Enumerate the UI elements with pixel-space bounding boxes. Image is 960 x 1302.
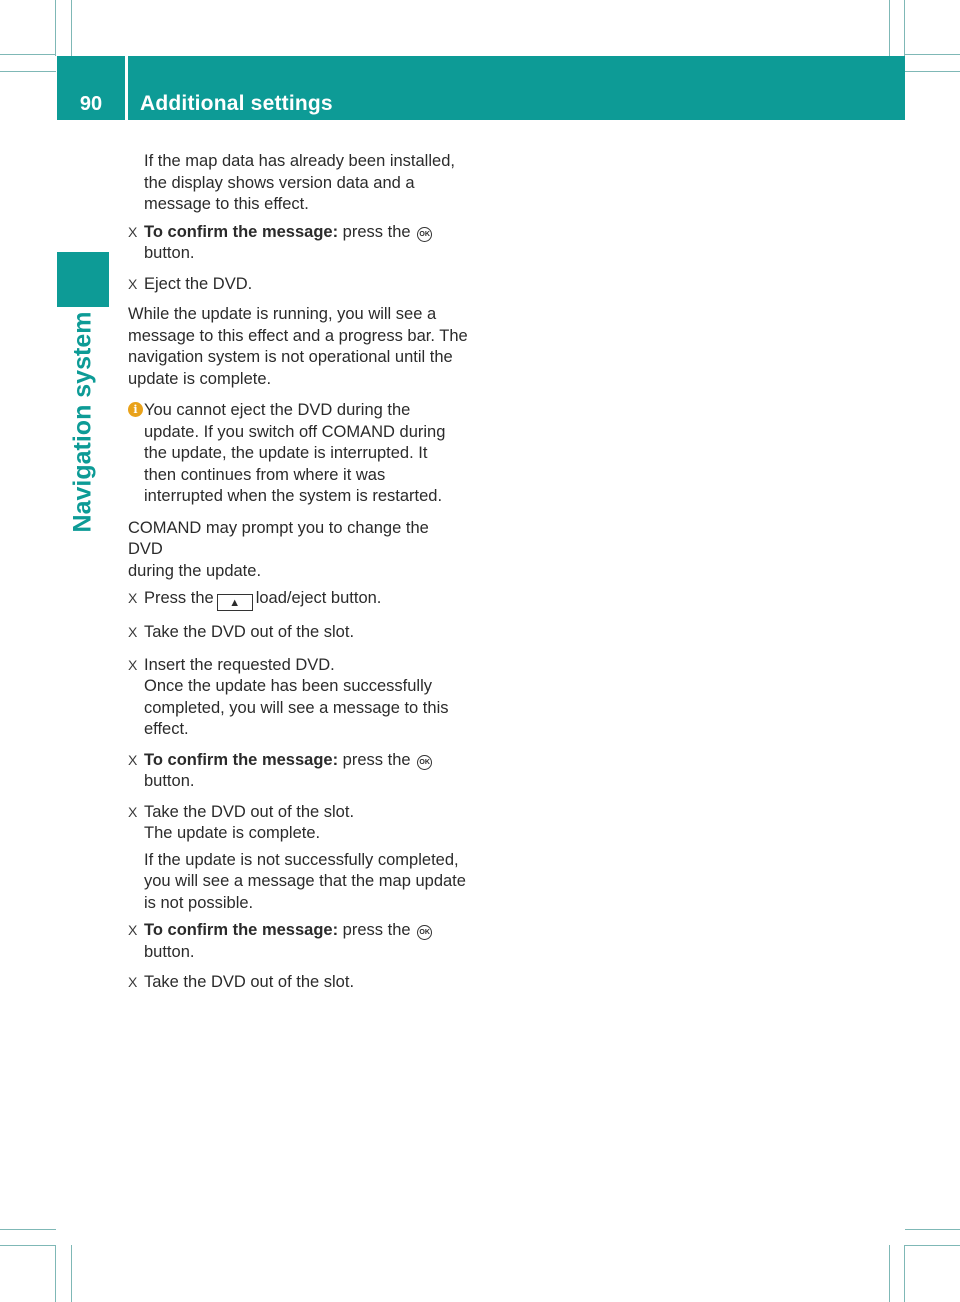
crop-mark xyxy=(904,0,905,56)
eject-button-icon: ▲ xyxy=(217,594,253,611)
step-text: press the xyxy=(342,750,411,769)
step-bullet-icon: X xyxy=(128,922,138,938)
text-line: update. If you switch off COMAND during xyxy=(144,422,446,441)
info-note xyxy=(128,400,468,508)
text-line: the display shows version data and a xyxy=(144,173,415,192)
text-line: navigation system is not operational until the xyxy=(128,348,453,366)
section-title: Additional settings xyxy=(140,92,333,115)
step-take-dvd-out xyxy=(128,802,468,845)
step-take-dvd-out xyxy=(128,622,468,644)
text-line: is not possible. xyxy=(144,893,254,912)
text-line: message to this effect. xyxy=(144,195,309,213)
step-text: Take the DVD out of the slot. xyxy=(144,973,355,991)
step-bullet-icon: X xyxy=(128,590,138,606)
page-number: 90 xyxy=(79,93,103,115)
text-line: You cannot eject the DVD during the xyxy=(144,401,411,419)
step-bullet-icon: X xyxy=(128,223,138,240)
step-confirm-message xyxy=(128,222,468,265)
step-bullet-icon: X xyxy=(128,624,138,640)
crop-mark xyxy=(904,1245,905,1302)
crop-mark xyxy=(0,1229,56,1230)
main-content xyxy=(128,151,468,1003)
step-bullet-icon: X xyxy=(128,803,138,820)
step-bullet-icon: X xyxy=(128,974,138,990)
step-text: button. xyxy=(144,244,195,262)
step-take-dvd-out xyxy=(128,972,468,994)
step-text: Take the DVD out of the slot. xyxy=(144,623,355,641)
text-line: during the update. xyxy=(128,561,262,580)
crop-mark xyxy=(55,0,56,56)
update-running-paragraph xyxy=(128,304,468,390)
step-lead: To confirm the message: xyxy=(144,921,339,939)
info-icon: i xyxy=(128,402,143,417)
text-line: completed, you will see a message to this xyxy=(144,698,449,717)
crop-mark xyxy=(889,1245,890,1302)
step-bullet-icon: X xyxy=(128,751,138,768)
text-line: If the update is not successfully completed, xyxy=(144,850,459,869)
side-title-text: Navigation system xyxy=(68,311,97,533)
text-line: The update is complete. xyxy=(144,824,321,842)
step-insert-dvd xyxy=(128,655,468,741)
side-title xyxy=(57,312,109,532)
step-text: press the xyxy=(342,222,411,241)
unsuccessful-paragraph xyxy=(128,850,468,915)
intro-paragraph xyxy=(128,151,468,216)
text-line: Take the DVD out of the slot. xyxy=(144,802,355,821)
crop-mark xyxy=(905,71,960,72)
crop-mark xyxy=(0,54,56,55)
text-line: Insert the requested DVD. xyxy=(144,655,335,674)
crop-mark xyxy=(0,1245,56,1246)
step-bullet-icon: X xyxy=(128,656,138,673)
text-line: you will see a message that the map update xyxy=(144,872,466,890)
side-tab-block xyxy=(57,252,109,307)
text-line: update is complete. xyxy=(128,369,272,388)
ok-button-icon: OK xyxy=(417,227,432,242)
crop-mark xyxy=(905,1229,960,1230)
step-eject-dvd xyxy=(128,274,468,296)
change-dvd-paragraph xyxy=(128,518,468,583)
step-text: press the xyxy=(342,921,411,939)
step-text: button. xyxy=(144,942,195,961)
text-line: then continues from where it was xyxy=(144,465,386,484)
step-text: Eject the DVD. xyxy=(144,274,253,293)
step-press-eject xyxy=(128,588,468,611)
text-line: COMAND may prompt you to change the DVD xyxy=(128,518,429,558)
crop-mark xyxy=(71,1245,72,1302)
text-line: the update, the update is interrupted. It xyxy=(144,444,428,462)
crop-mark xyxy=(71,0,72,56)
text-line: Once the update has been successfully xyxy=(144,677,433,695)
text-line: interrupted when the system is restarted. xyxy=(144,487,443,505)
step-confirm-message xyxy=(128,750,468,793)
step-lead: To confirm the message: xyxy=(144,750,339,769)
crop-mark xyxy=(0,71,56,72)
crop-mark xyxy=(889,0,890,56)
step-text: button. xyxy=(144,772,195,790)
text-line: effect. xyxy=(144,720,189,738)
step-lead: To confirm the message: xyxy=(144,222,339,241)
crop-mark xyxy=(905,54,960,55)
crop-mark xyxy=(905,1245,960,1246)
text-line: If the map data has already been installed, xyxy=(144,152,455,170)
header-divider xyxy=(125,56,128,120)
ok-button-icon: OK xyxy=(417,925,432,940)
step-confirm-message xyxy=(128,920,468,963)
step-text: load/eject button. xyxy=(255,589,382,607)
ok-button-icon: OK xyxy=(417,755,432,770)
text-line: message to this effect and a progress bar. The xyxy=(128,326,468,345)
step-text: Press the xyxy=(144,589,214,607)
crop-mark xyxy=(55,1245,56,1302)
text-line: While the update is running, you will see a xyxy=(128,305,437,323)
step-bullet-icon: X xyxy=(128,275,138,292)
